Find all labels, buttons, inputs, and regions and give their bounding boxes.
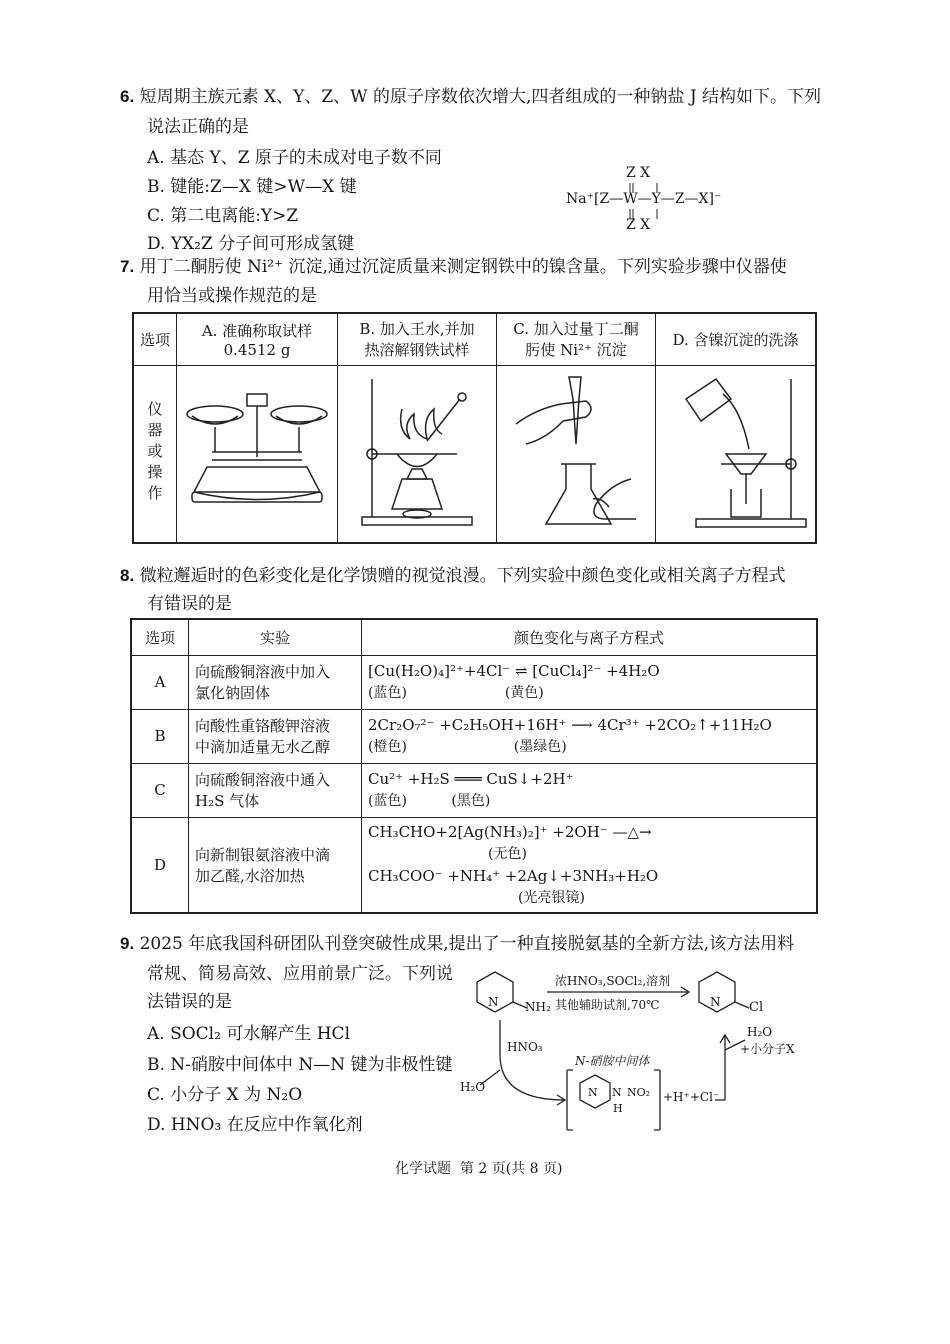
q7-col-c-line2: 肟使 Ni²⁺ 沉淀 [525, 341, 627, 360]
washing-drawing [661, 369, 811, 534]
q8-row-b-exp1: 向酸性重铬酸钾溶液 [195, 717, 331, 735]
q7-col-d [656, 313, 817, 365]
q7-stem-line2: 用恰当或操作规范的是 [147, 286, 317, 306]
scheme-cl: Cl [749, 1000, 764, 1015]
q7-col-d-line1: D. 含镍沉淀的洗涤 [672, 330, 799, 349]
bracket-right [654, 1070, 660, 1130]
scheme-nh2: NH₂ [525, 1000, 551, 1014]
q7-image-balance [177, 365, 338, 543]
q9-option-a: A. SOCl₂ 可水解产生 HCl [147, 1024, 351, 1044]
q8-row-d-eq2: CH₃COO⁻ +NH₄⁺ +2Ag↓+3NH₃+H₂O [368, 866, 659, 885]
q6-structure-na: Na⁺ [566, 191, 594, 207]
scheme-reagent-bottom: 其他辅助试剂,70℃ [555, 998, 660, 1012]
q8-row-a-eq: [Cu(H₂O)₄]²⁺+4Cl⁻ ⇌ [CuCl₄]²⁻ +4H₂O [368, 662, 660, 680]
path-arrow-1 [500, 1020, 565, 1100]
page-footer: 化学试题 第 2 页(共 8 页) [395, 1161, 563, 1177]
q6-option-d: D. YX₂Z 分子间可形成氢键 [147, 234, 355, 254]
q7-col-b-line2: 热溶解钢铁试样 [364, 341, 470, 360]
q7-image-washing [656, 365, 817, 543]
q7-row-label: 仪器或操作 [133, 365, 177, 543]
scheme-n-1: N [488, 995, 499, 1009]
q6-stem-line2: 说法正确的是 [147, 117, 249, 137]
q9-stem-line3: 法错误的是 [147, 992, 232, 1012]
q7-header-option: 选项 [133, 313, 177, 365]
q7-col-a-line2: 0.4512 g [223, 340, 291, 359]
q8-row-b-exp2: 中滴加适量无水乙醇 [195, 738, 331, 756]
q6-stem-line1 [120, 83, 821, 111]
q8-row-a-exp2: 氯化钠固体 [195, 684, 271, 702]
q8-stem-line1 [120, 562, 786, 590]
q8-row-b-eq: 2Cr₂O₇²⁻ +C₂H₅OH+16H⁺ ⟶ 4Cr³⁺ +2CO₂↑+11H₂O [368, 716, 772, 734]
q8-row-c-option: C [131, 763, 189, 817]
q7-image-precipitation [497, 365, 656, 543]
q8-stem-text: 微粒邂逅时的色彩变化是化学馈赠的视觉浪漫。下列实验中颜色变化或相关离子方程式 [139, 566, 786, 586]
scheme-nh: H [613, 1102, 623, 1115]
q7-image-heating [338, 365, 497, 543]
q6-number: 6. [120, 87, 135, 106]
q9-option-c: C. 小分子 X 为 N₂O [147, 1085, 303, 1105]
q8-header-option: 选项 [131, 619, 189, 655]
q6-structure-main: [Z—W—Y—Z—X]⁻ [594, 191, 722, 207]
scheme-h2o-left: H₂O [460, 1080, 486, 1094]
q8-row-a-exp1: 向硫酸铜溶液中加入 [195, 663, 331, 681]
scheme-plus-hcl: +H⁺+Cl⁻ [663, 1090, 720, 1104]
q8-row-d-exp1: 向新制银氨溶液中滴 [195, 845, 331, 864]
q9-stem-text: 2025 年底我国科研团队刊登突破性成果,提出了一种直接脱氨基的全新方法,该方法用料 [139, 934, 795, 954]
q8-stem-line2: 有错误的是 [147, 594, 232, 614]
q8-row-d-exp2: 加乙醛,水浴加热 [195, 866, 305, 885]
q8-row-c-exp2: H₂S 气体 [195, 792, 260, 810]
q8-row-b-option: B [131, 709, 189, 763]
q8-row-d-eq1: CH₃CHO+2[Ag(NH₃)₂]⁺ +2OH⁻ —△→ [368, 822, 652, 841]
q9-option-d: D. HNO₃ 在反应中作氧化剂 [147, 1115, 363, 1135]
scheme-intermediate-label: N-硝胺中间体 [575, 1054, 650, 1068]
q7-stem-text: 用丁二酮肟使 Ni²⁺ 沉淀,通过沉淀质量来测定钢铁中的镍含量。下列实验步骤中仪器使 [139, 257, 787, 277]
q7-col-b-line1: B. 加入王水,并加 [359, 320, 475, 339]
q6-structure [566, 165, 736, 240]
q8-table [130, 618, 818, 914]
heating-drawing [342, 369, 492, 534]
scheme-n-3: N [588, 1086, 598, 1099]
q8-row-a [131, 655, 817, 709]
q6-structure-top: Z X [626, 165, 651, 181]
q8-number: 8. [120, 566, 135, 585]
q7-number: 7. [120, 257, 135, 276]
q8-row-c-exp1: 向硫酸铜溶液中通入 [195, 771, 331, 789]
q8-header-equation: 颜色变化与离子方程式 [362, 619, 818, 655]
q7-col-a-line1: A. 准确称取试样 [201, 321, 313, 340]
q8-row-d-option: D [131, 817, 189, 913]
q6-structure-bottom: Z X [626, 217, 651, 233]
q6-option-b: B. 键能:Z—X 键>W—X 键 [147, 177, 357, 197]
q7-col-c [497, 313, 656, 365]
q8-row-d-color2: (光亮银镜) [518, 889, 585, 906]
q7-col-b [338, 313, 497, 365]
q6-structure-bonds [566, 165, 736, 240]
q8-header-experiment: 实验 [189, 619, 362, 655]
scheme-hno3: HNO₃ [507, 1040, 543, 1054]
q8-row-c-eq: Cu²⁺ +H₂S ═══ CuS↓+2H⁺ [368, 770, 574, 788]
q9-number: 9. [120, 934, 135, 953]
scheme-small-molecule: +小分子X [740, 1042, 795, 1056]
q8-row-b [131, 709, 817, 763]
q7-col-c-line1: C. 加入过量丁二酮 [513, 320, 639, 339]
q6-option-a: A. 基态 Y、Z 原子的未成对电子数不同 [147, 148, 442, 168]
q8-row-c-colors: (蓝色) (黑色) [368, 793, 491, 809]
q9-stem-line2: 常规、简易高效、应用前景广泛。下列说 [147, 964, 453, 984]
q8-row-a-option: A [131, 655, 189, 709]
q8-row-d [131, 817, 817, 913]
bracket-left [567, 1070, 573, 1130]
q9-reaction-scheme [455, 960, 815, 1140]
scheme-n-4: N [612, 1086, 622, 1099]
q7-col-a [177, 313, 338, 365]
q8-row-b-colors: (橙色) (墨绿色) [368, 739, 567, 755]
q8-row-a-colors: (蓝色) (黄色) [368, 685, 544, 701]
q7-table [132, 312, 817, 544]
q8-row-d-color1: (无色) [488, 845, 527, 862]
precipitation-drawing [501, 369, 651, 534]
q6-option-c: C. 第二电离能:Y>Z [147, 206, 299, 226]
q9-stem-line1 [120, 930, 794, 958]
q6-stem-text: 短周期主族元素 X、Y、Z、W 的原子序数依次增大,四者组成的一种钠盐 J 结构如下。下列 [139, 87, 822, 107]
q7-stem-line1 [120, 253, 787, 281]
scheme-no2: NO₂ [627, 1086, 651, 1099]
q8-row-c [131, 763, 817, 817]
scheme-n-2: N [710, 995, 721, 1009]
scheme-h2o-right: H₂O [747, 1025, 773, 1039]
balance-drawing [182, 372, 332, 532]
q9-option-b: B. N-硝胺中间体中 N—N 键为非极性键 [147, 1055, 453, 1075]
scheme-reagent-top: 浓HNO₃,SOCl₂,溶剂 [555, 974, 671, 988]
